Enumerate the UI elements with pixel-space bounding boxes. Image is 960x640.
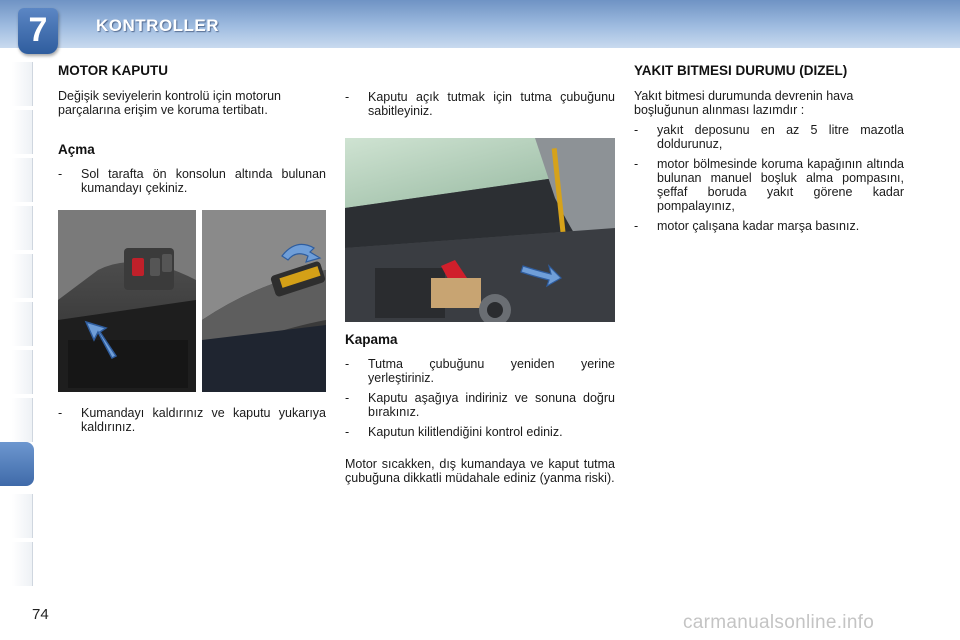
list-dash: - [345,391,350,405]
chapter-tab[interactable] [12,494,33,538]
photo-hood-latch [202,210,326,392]
right-column [634,62,904,233]
step-text: Kaputu açık tutmak için tutma çubuğunu sabitleyiniz. [368,90,615,118]
chapter-tab[interactable] [12,62,33,106]
list-dash: - [634,219,639,233]
chapter-tab[interactable] [12,350,33,394]
step-text: Kumandayı kaldırınız ve kaputu yukarıya kaldırınız. [81,406,326,434]
watermark-text: carmanualsonline.info [683,612,875,633]
subsection-title-closing: Kapama [345,332,398,347]
list-dash: - [634,157,639,171]
list-item [634,123,904,151]
list-dash: - [58,167,63,181]
list-item [634,219,904,233]
list-dash: - [634,123,639,137]
section-title-hood: MOTOR KAPUTU [58,63,168,78]
chapter-tab[interactable] [12,302,33,346]
chapter-number: 7 [28,11,48,49]
list-item [345,391,615,419]
list-item [634,157,904,213]
step-text: Kaputun kilitlendiğini kontrol ediniz. [368,425,563,439]
chapter-tab[interactable] [12,254,33,298]
middle-column-bottom [345,333,615,485]
left-column [58,62,326,195]
list-dash: - [345,425,350,439]
step-text: Kaputu aşağıya indiriniz ve sonuna doğru bırakınız. [368,391,615,419]
photo-engine-bay [345,138,615,322]
chapter-tab[interactable] [12,398,33,442]
list-dash: - [345,357,350,371]
chapter-tab[interactable] [12,158,33,202]
list-dash: - [58,406,63,420]
middle-column-top [345,90,615,118]
step-text: yakıt deposunu en az 5 litre mazotla doldurunuz, [657,123,904,151]
photo-console-release [58,210,196,392]
list-item [345,90,615,118]
chapter-tabs [0,62,36,582]
list-item [58,406,326,434]
page-number: 74 [32,606,49,623]
list-item [345,425,615,439]
step-text: Tutma çubuğunu yeniden yerine yerleştiriniz. [368,357,615,385]
subsection-title-opening: Açma [58,142,95,157]
list-item [345,357,615,385]
chapter-tab[interactable] [12,110,33,154]
warning-text: Motor sıcakken, dış kumandaya ve kaput tutma çubuğuna dikkatli müdahale ediniz (yanma riski). [345,457,615,485]
chapter-tab[interactable] [12,206,33,250]
step-text: Sol tarafta ön konsolun altında bulunan kumandayı çekiniz. [81,167,326,195]
page-title: KONTROLLER [96,16,220,35]
fuel-intro: Yakıt bitmesi durumunda devrenin hava boşluğunun alınması lazımdır : [634,89,854,117]
list-item [58,167,326,195]
step-text: motor çalışana kadar marşa basınız. [657,219,860,233]
list-dash: - [345,90,350,104]
chapter-tab-active[interactable] [0,442,34,486]
hood-intro: Değişik seviyelerin kontrolü için motorun parçalarına erişim ve koruma tertibatı. [58,89,282,117]
left-column-bottom [58,406,326,434]
step-text: motor bölmesinde koruma kapağının altında bulunan manuel boşluk alma pompasını, şeffaf boruda yakıt görene kadar pompalayınız, [657,157,904,213]
chapter-tab[interactable] [12,542,33,586]
section-title-fuel: YAKIT BITMESI DURUMU (DIZEL) [634,63,848,78]
